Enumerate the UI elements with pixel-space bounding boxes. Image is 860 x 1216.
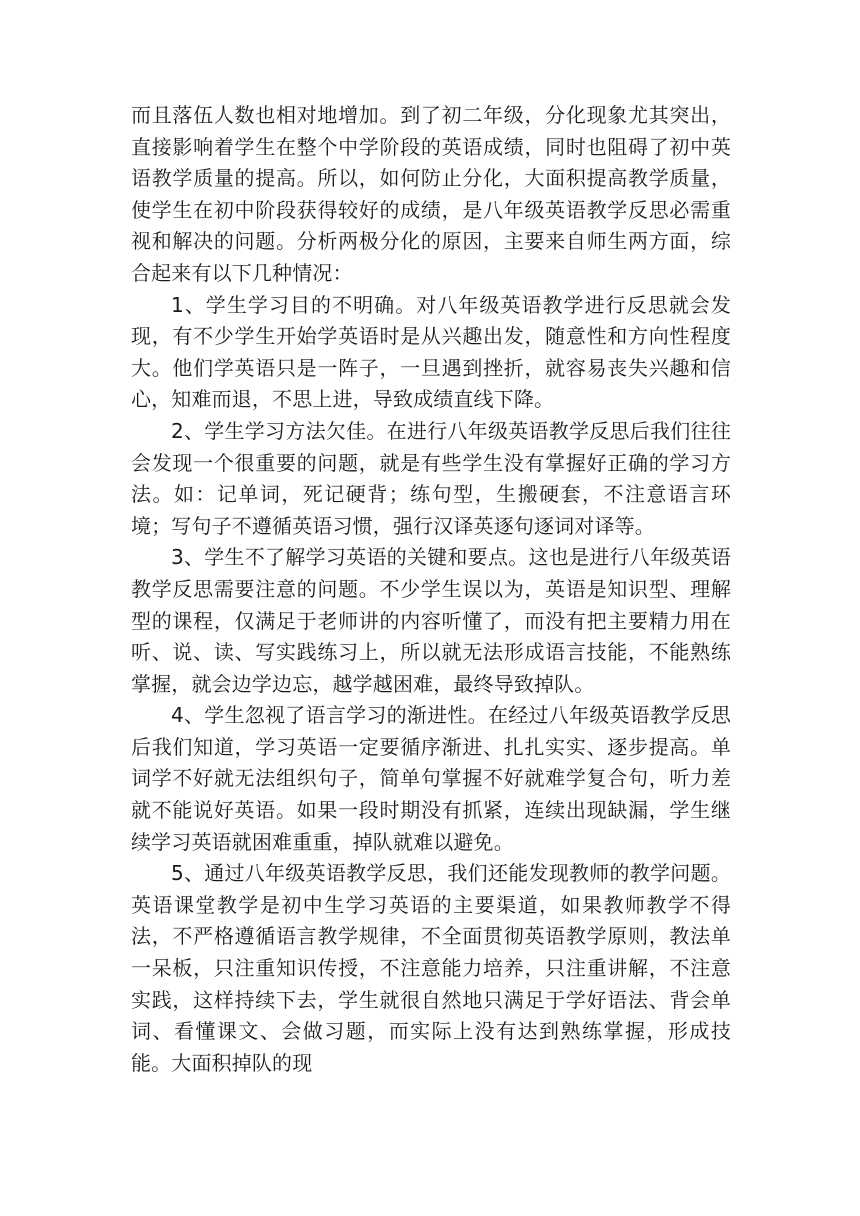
paragraph-point-2: 2、学生学习方法欠佳。在进行八年级英语教学反思后我们往往会发现一个很重要的问题，就是有些学生没有掌握好正确的学习方法。如：记单词，死记硬背；练句型，生搬硬套，不注意语言环境；写句子不遵循英语习惯，强行汉译英逐句逐词对译等。 [131, 418, 731, 538]
document-body [131, 100, 731, 1079]
paragraph-point-3: 3、学生不了解学习英语的关键和要点。这也是进行八年级英语教学反思需要注意的问题。不少学生误以为，英语是知识型、理解型的课程，仅满足于老师讲的内容听懂了，而没有把主要精力用在听、说、读、写实践练习上，所以就无法形成语言技能，不能熟练掌握，就会边学边忘，越学越困难，最终导致掉队。 [131, 545, 731, 696]
paragraph-point-4: 4、学生忽视了语言学习的渐进性。在经过八年级英语教学反思后我们知道，学习英语一定要循序渐进、扎扎实实、逐步提高。单词学不好就无法组织句子，简单句掌握不好就难学复合句，听力差就不能说好英语。如果一段时期没有抓紧，连续出现缺漏，学生继续学习英语就困难重重，掉队就难以避免。 [131, 703, 731, 854]
paragraph-intro: 而且落伍人数也相对地增加。到了初二年级，分化现象尤其突出，直接影响着学生在整个中学阶段的英语成绩，同时也阻碍了初中英语教学质量的提高。所以，如何防止分化，大面积提高教学质量，使学生在初中阶段获得较好的成绩，是八年级英语教学反思必需重视和解决的问题。分析两极分化的原因，主要来自师生两方面，综合起来有以下几种情况： [131, 103, 731, 285]
paragraph-point-5: 5、通过八年级英语教学反思，我们还能发现教师的教学问题。英语课堂教学是初中生学习英语的主要渠道，如果教师教学不得法，不严格遵循语言教学规律，不全面贯彻英语教学原则，教法单一呆板，只注重知识传授，不注意能力培养，只注重讲解，不注意实践，这样持续下去，学生就很自然地只满足于学好语法、背会单词、看懂课文、会做习题，而实际上没有达到熟练掌握，形成技能。大面积掉队的现 [131, 861, 731, 1075]
paragraph-point-1: 1、学生学习目的不明确。对八年级英语教学进行反思就会发现，有不少学生开始学英语时是从兴趣出发，随意性和方向性程度大。他们学英语只是一阵子，一旦遇到挫折，就容易丧失兴趣和信心，知难而退，不思上进，导致成绩直线下降。 [131, 292, 731, 412]
